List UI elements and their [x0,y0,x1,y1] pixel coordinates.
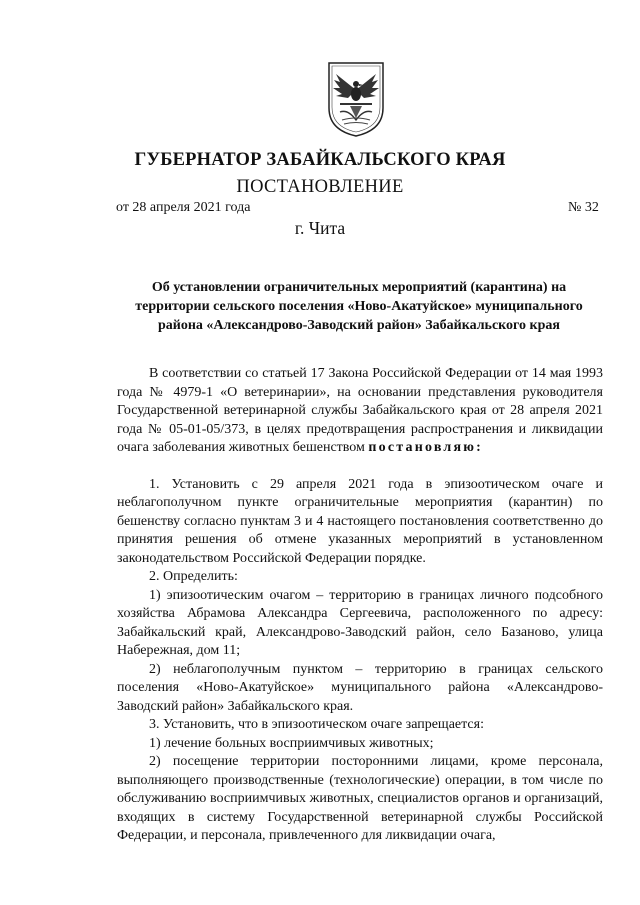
document-date: от 28 апреля 2021 года [116,200,251,215]
paragraph: 2) посещение территории посторонними лицами, кроме персонала, выполняющего производственные (технологические) операции, в том числе по обслуживанию восприимчивых животных, специалистов органов и организаций, входящих в систему Государственной ветеринарной службы Российской Федерации, и персонала, привлеченного для ликвидации очага, [117,754,603,843]
paragraph: 1) лечение больных восприимчивых животных; [149,735,434,751]
decree-keyword: постановляю: [368,440,484,455]
document-body [117,365,603,846]
coat-of-arms-eagle-icon [326,60,386,138]
document-title: Об установлении ограничительных мероприятий (карантина) на территории сельского поселения «Ново-Акатуйское» муниципального района «Александрово-Заводский район» Забайкальского края [135,280,583,333]
preamble-text: В соответствии со статьей 17 Закона Российской Федерации от 14 мая 1993 года № 4979-1 «О ветеринарии», на основании представления руководителя Государственной ветеринарной службы Забайкальского края от 28 апреля 2021 года № 05-01-05/373, в целях предотвращения распространения и ликвидации очага заболевания животных бешенством [117,366,603,455]
document-type: ПОСТАНОВЛЕНИЕ [236,177,404,197]
document-city: г. Чита [294,218,346,238]
paragraph: 1) эпизоотическим очагом – территорию в границах личного подсобного хозяйства Абрамова Александра Сергеевича, расположенного по адресу: Забайкальский край, Александрово-Заводский район, село Базаново, улица Набережная, дом 11; [117,587,603,658]
paragraph: 3. Установить, что в эпизоотическом очаге запрещается: [149,717,484,732]
authority-title: ГУБЕРНАТОР ЗАБАЙКАЛЬСКОГО КРАЯ [134,150,506,170]
paragraph: 2. Определить: [149,569,238,584]
paragraph: 2) неблагополучным пунктом – территорию в границах сельского поселения «Ново-Акатуйское» муниципального района «Александрово-Заводский район» Забайкальского края. [117,661,603,714]
document-number: № 32 [568,200,599,215]
preamble [117,365,603,458]
paragraph: 1. Установить с 29 апреля 2021 года в эпизоотическом очаге и неблагополучном пункте ограничительные мероприятия (карантин) по бешенству согласно пунктам 3 и 4 настоящего постановления соответственно до принятия решения об отмене указанных мероприятий в установленном законодательством Российской Федерации порядке. [117,476,603,566]
